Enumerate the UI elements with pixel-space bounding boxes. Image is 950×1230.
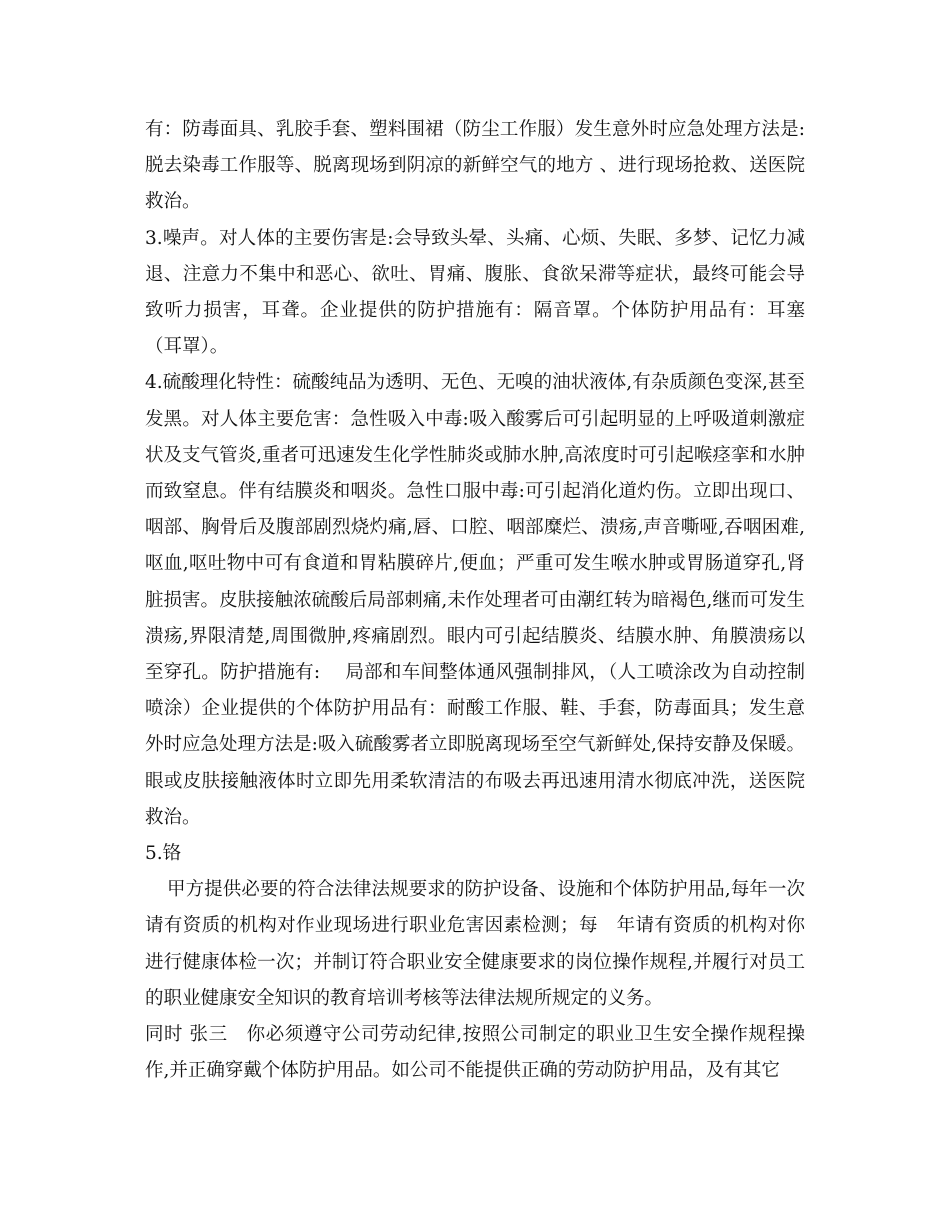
paragraph-chromium-heading: 5.铬 [145,843,182,865]
paragraph-sulfuric-acid: 4.硫酸理化特性：硫酸纯品为透明、无色、无嗅的油状液体,有杂质颜色变深,甚至发黑。对人体主要危害：急性吸入中毒:吸入酸雾后可引起明显的上呼吸道刺激症状及支气管炎,重者可迅速发生化学性肺炎或肺水肿,高浓度时可引起喉痉挛和水肿而致窒息。伴有结膜炎和咽炎。急性口服中毒:可引起消化道灼伤。立即出现口、咽部、胸骨后及腹部剧烈烧灼痛,唇、口腔、咽部糜烂、溃疡,声音嘶哑,吞咽困难,呕血,呕吐物中可有食道和胃粘膜碎片,便血；严重可发生喉水肿或胃肠道穿孔,肾脏损害。皮肤接触浓硫酸后局部刺痛,未作处理者可由潮红转为暗褐色,继而可发生溃疡,界限清楚,周围微肿,疼痛剧烈。眼内可引起结膜炎、结膜水肿、角膜溃疡以至穿孔。防护措施有: 局部和车间整体通风强制排风，（人工喷涂改为自动控制喷涂）企业提供的个体防护用品有：耐酸工作服、鞋、手套，防毒面具；发生意外时应急处理方法是:吸入硫酸雾者立即脱离现场至空气新鲜处,保持安静及保暖。眼或皮肤接触液体时立即先用柔软清洁的布吸去再迅速用清水彻底冲洗，送医院救治。 [145,372,805,828]
document-body [145,112,805,1089]
paragraph-employer-obligations: 甲方提供必要的符合法律法规要求的防护设备、设施和个体防护用品,每年一次请有资质的机构对作业现场进行职业危害因素检测；每 年请有资质的机构对你进行健康体检一次；并制订符合职业安全健康要求的岗位操作规程,并履行对员工的职业健康安全知识的教育培训考核等法律法规所规定的义务。 [145,879,805,1009]
paragraph-employee-obligations: 同时 张三 你必须遵守公司劳动纪律,按照公司制定的职业卫生安全操作规程操作,并正确穿戴个体防护用品。如公司不能提供正确的劳动防护用品，及有其它 [145,1024,805,1082]
paragraph-protective-equipment: 有：防毒面具、乳胶手套、塑料围裙（防尘工作服）发生意外时应急处理方法是:脱去染毒工作服等、脱离现场到阴凉的新鲜空气的地方 、进行现场抢救、送医院救治。 [145,119,805,213]
paragraph-noise-hazard: 3.噪声。对人体的主要伤害是:会导致头晕、头痛、心烦、失眠、多梦、记忆力减退、注意力不集中和恶心、欲吐、胃痛、腹胀、食欲呆滞等症状，最终可能会导致听力损害，耳聋。企业提供的防护措施有：隔音罩。个体防护用品有：耳塞（耳罩）。 [145,227,805,358]
